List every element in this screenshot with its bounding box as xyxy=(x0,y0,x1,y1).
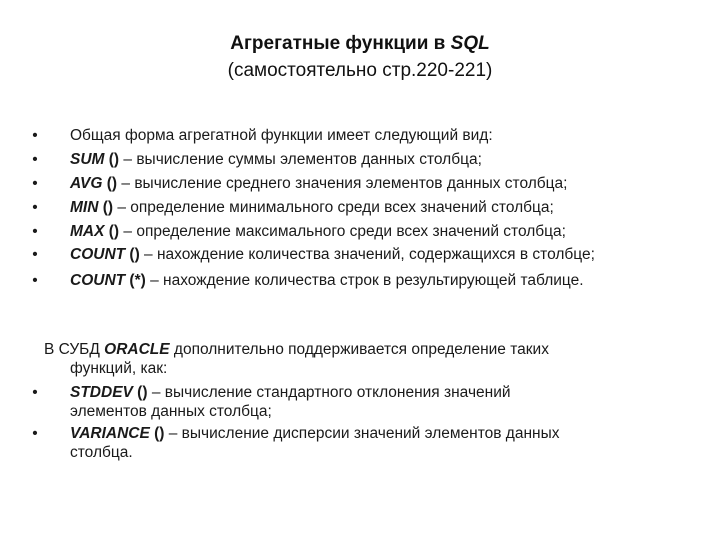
function-name: MAX xyxy=(70,222,105,240)
title-main xyxy=(0,30,720,57)
item-text: Общая форма агрегатной функции имеет следующий вид: xyxy=(70,127,493,144)
item-text-continuation: столбца. xyxy=(70,443,133,461)
title-prefix: Агрегатные функции в xyxy=(230,33,451,54)
item-text: – вычисление суммы элементов данных столбца; xyxy=(119,150,482,168)
list-item xyxy=(32,150,700,170)
function-brackets: () xyxy=(104,222,120,240)
item-text: – вычисление дисперсии значений элементов данных xyxy=(164,425,560,442)
item-text: – определение минимального среди всех значений столбца; xyxy=(113,198,554,216)
list-item xyxy=(32,222,700,242)
function-brackets: () xyxy=(132,384,148,401)
bullet-icon: • xyxy=(32,425,38,442)
function-brackets: () xyxy=(102,174,118,192)
list-item xyxy=(32,271,700,291)
list-item xyxy=(32,246,700,265)
list-item xyxy=(32,174,700,194)
title-sql: SQL xyxy=(450,33,490,54)
function-brackets: () xyxy=(104,150,120,168)
oracle-intro-paragraph xyxy=(44,341,694,378)
oracle-name: ORACLE xyxy=(104,341,170,358)
item-text: – вычисление среднего значения элементов данных столбца; xyxy=(117,174,568,192)
bullet-icon: • xyxy=(32,246,38,264)
bullet-icon: • xyxy=(32,384,38,401)
function-name: VARIANCE xyxy=(70,425,150,442)
list-item xyxy=(32,127,700,146)
function-name: AVG xyxy=(70,174,103,192)
bullet-icon: • xyxy=(32,150,38,168)
intro-continuation: функций, как: xyxy=(70,359,168,377)
intro-prefix: В СУБД xyxy=(44,341,105,358)
item-text: – определение максимального среди всех значений столбца; xyxy=(119,222,566,240)
function-name: SUM xyxy=(70,150,105,168)
function-brackets: () xyxy=(149,425,165,442)
intro-suffix: дополнительно поддерживается определение таких xyxy=(169,341,549,358)
item-text: – нахождение количества строк в результирующей таблице. xyxy=(145,271,584,289)
function-brackets: (*) xyxy=(125,271,146,289)
bullet-icon: • xyxy=(32,222,38,240)
aggregate-functions-list xyxy=(32,127,700,296)
function-name: COUNT xyxy=(70,246,126,264)
item-text: – нахождение количества значений, содержащихся в столбце; xyxy=(139,246,595,264)
function-brackets: () xyxy=(98,198,114,216)
function-name: STDDEV xyxy=(70,384,133,401)
bullet-icon: • xyxy=(32,271,38,289)
item-text: – вычисление стандартного отклонения значений xyxy=(147,384,511,401)
item-text-continuation: элементов данных столбца; xyxy=(70,402,272,420)
bullet-icon: • xyxy=(32,127,38,144)
function-brackets: () xyxy=(125,246,140,264)
slide-title xyxy=(0,30,720,84)
title-subtitle: (самостоятельно стр.220-221) xyxy=(227,60,493,81)
list-item xyxy=(32,198,700,218)
list-item xyxy=(32,425,690,462)
bullet-icon: • xyxy=(32,174,38,192)
function-name: COUNT xyxy=(70,271,126,289)
oracle-functions-list xyxy=(32,384,690,466)
list-item xyxy=(32,384,690,421)
function-name: MIN xyxy=(70,198,99,216)
bullet-icon: • xyxy=(32,198,38,216)
